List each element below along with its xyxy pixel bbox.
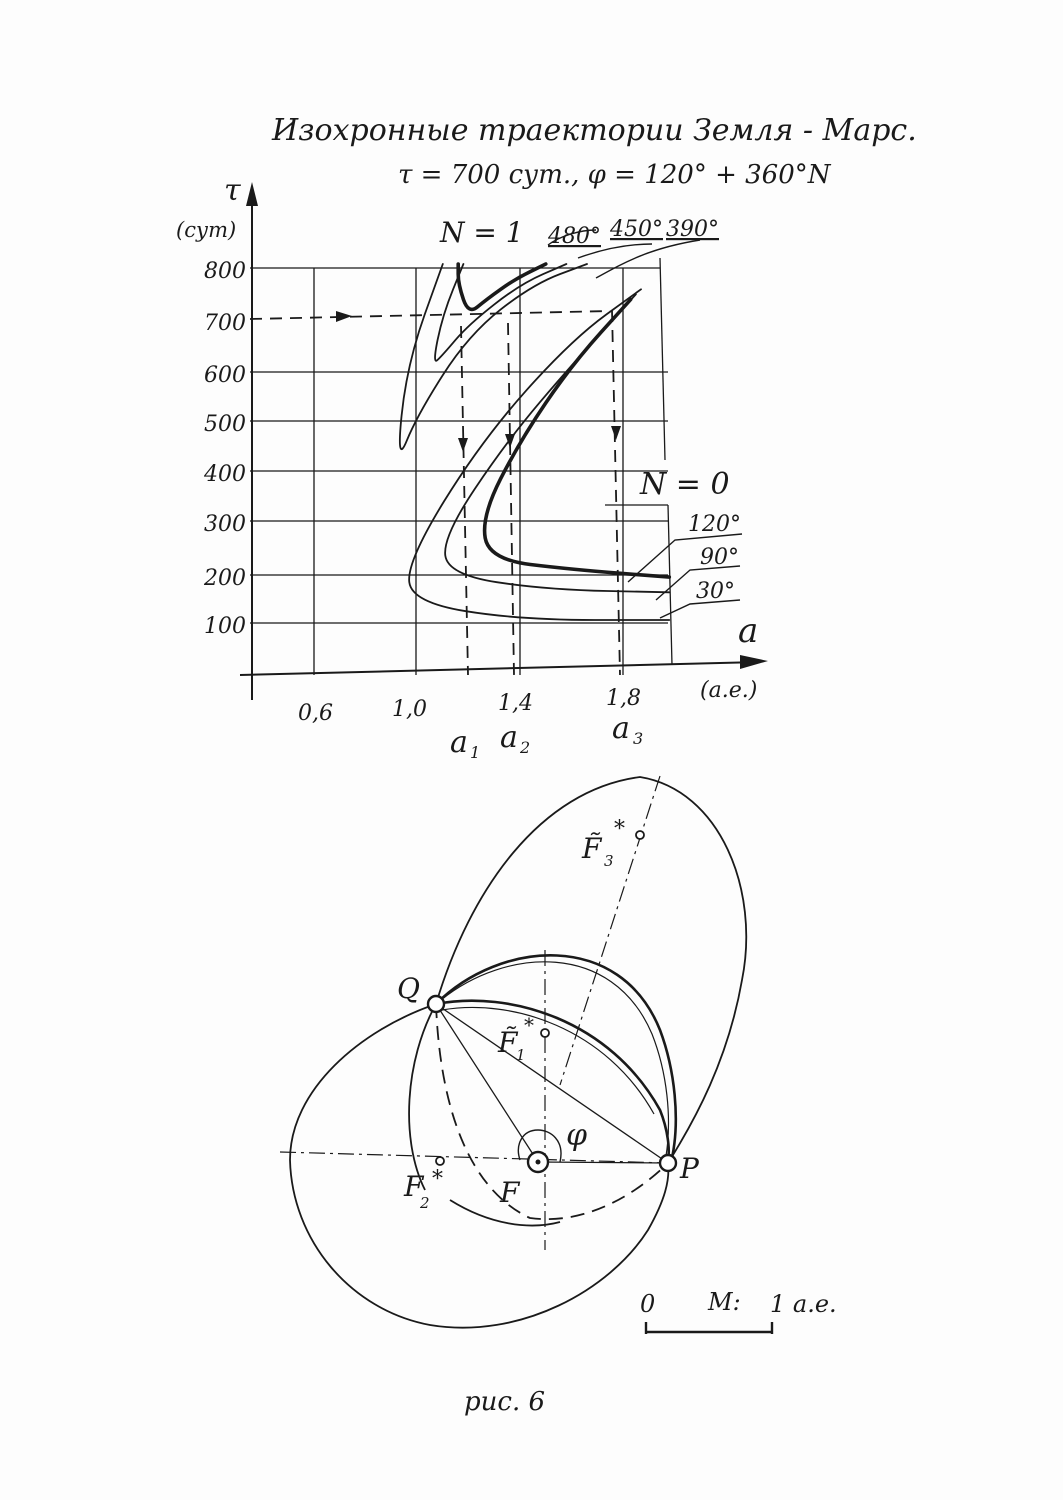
curve-30deg <box>409 289 669 620</box>
curve-90deg <box>445 294 669 592</box>
x-tick-label: 1,8 <box>606 686 641 711</box>
guide-arrows <box>336 311 621 452</box>
y-tick-labels <box>203 259 246 639</box>
scale-unit: 1 а.е. <box>770 1290 837 1318</box>
x-axis-unit: (а.е.) <box>700 678 758 703</box>
transfer-arc-outer <box>436 955 676 1158</box>
point-q <box>428 996 444 1012</box>
point-p <box>660 1155 676 1171</box>
marker-a1: a <box>450 725 468 760</box>
chart-axes <box>240 182 768 700</box>
x-axis-symbol: a <box>738 611 759 651</box>
x-tick-label: 0,6 <box>298 701 333 726</box>
x-tick-labels <box>298 686 641 726</box>
y-axis-arrow <box>246 182 258 206</box>
figure-title: Изохронные траектории Земля - Марс. <box>272 113 917 148</box>
figure-subtitle: τ = 700 сут., φ = 120° + 360°N <box>398 160 831 190</box>
scale-label: M: <box>708 1288 741 1316</box>
y-tick-label: 100 <box>204 614 246 639</box>
orbit-arc-dashed <box>436 1004 668 1219</box>
label-f2: F <box>404 1170 424 1203</box>
point-f1 <box>541 1029 549 1037</box>
label-f3: F̃ <box>582 832 602 865</box>
guide-tau-700 <box>250 311 610 319</box>
axis-f3 <box>560 776 660 1085</box>
label-angle-30: 30° <box>696 579 735 604</box>
y-tick-label: 200 <box>204 566 246 591</box>
label-f1: F̃ <box>498 1026 518 1059</box>
y-tick-label: 400 <box>204 462 246 487</box>
line-f-p <box>538 1162 668 1163</box>
figure-caption: рис. 6 <box>464 1387 546 1417</box>
x-axis-arrow <box>740 655 768 669</box>
y-axis-unit: (сут) <box>176 218 237 242</box>
y-tick-label: 800 <box>204 259 246 284</box>
x-tick-label: 1,0 <box>392 697 427 722</box>
leader-390 <box>596 240 700 278</box>
grid-line-right-top <box>660 258 665 460</box>
axis-horizontal <box>280 1152 668 1163</box>
y-tick-label: 500 <box>204 412 246 437</box>
transfer-arc-inner <box>436 1001 669 1160</box>
chart-grid <box>250 258 672 675</box>
label-f3-sup: * <box>614 817 625 842</box>
label-f2-sub: 2 <box>420 1194 430 1212</box>
label-f1-sub: 1 <box>516 1046 526 1064</box>
marker-a3-sub: 3 <box>633 729 644 748</box>
arrow-down-icon <box>611 426 621 440</box>
point-focus-f-center <box>536 1160 541 1165</box>
scale-zero: 0 <box>640 1290 656 1318</box>
arrow-down-icon <box>458 438 468 452</box>
line-q-f <box>436 1004 538 1162</box>
label-f3-sub: 3 <box>604 852 614 870</box>
label-angle-390: 390° <box>666 217 719 242</box>
y-tick-label: 700 <box>204 311 246 336</box>
marker-a3: a <box>612 711 630 746</box>
point-f3 <box>636 831 644 839</box>
marker-a2: a <box>500 720 518 755</box>
label-point-q: Q <box>397 972 420 1005</box>
label-angle-120: 120° <box>688 512 741 537</box>
marker-a2-sub: 2 <box>520 738 531 757</box>
label-focus-f: F <box>500 1176 520 1209</box>
x-axis-line <box>240 662 760 675</box>
grid-line-right-bottom <box>668 505 672 665</box>
guide-a2 <box>508 323 514 675</box>
y-tick-label: 300 <box>204 512 246 537</box>
y-tick-label: 600 <box>204 363 246 388</box>
label-angle-450: 450° <box>610 217 663 242</box>
label-f2-sup: * <box>432 1167 443 1192</box>
label-angle-phi: φ <box>566 1118 588 1153</box>
label-angle-90: 90° <box>700 545 739 570</box>
point-f2 <box>436 1157 444 1165</box>
curve-450deg <box>435 264 566 361</box>
marker-a1-sub: 1 <box>470 743 481 762</box>
y-axis-symbol: τ <box>224 173 241 208</box>
scale-bar <box>646 1322 772 1334</box>
orbit-arc-left <box>409 1004 436 1190</box>
x-tick-label: 1,4 <box>498 691 533 716</box>
label-n0: N = 0 <box>640 467 730 502</box>
label-f1-sup: * <box>524 1013 534 1037</box>
arrow-right-icon <box>336 311 352 322</box>
label-n1: N = 1 <box>440 216 524 249</box>
chart-curves <box>400 264 669 620</box>
label-point-p: P <box>680 1152 699 1185</box>
label-angle-480: 480° <box>548 224 601 249</box>
